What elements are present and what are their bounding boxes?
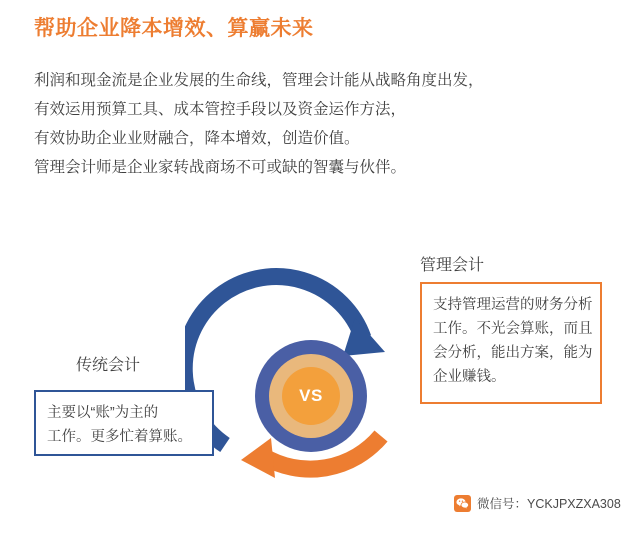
vs-label: VS: [299, 386, 323, 405]
wechat-id-text: 微信号：YCKJPXZXA308: [477, 497, 621, 511]
wechat-icon: [454, 495, 471, 512]
page-title: 帮助企业降本增效、算赢未来: [34, 17, 314, 40]
intro-line-3: 有效协助企业业财融合，降本增效，创造价值。: [34, 130, 360, 147]
right-line-3: 会分析，能出方案，能为: [433, 345, 593, 361]
left-line-1: 主要以“账”为主的: [47, 405, 159, 421]
right-description-box: [420, 282, 602, 404]
intro-text: [34, 66, 594, 182]
left-description-box: [34, 390, 214, 456]
right-heading: 管理会计: [420, 257, 485, 274]
right-line-1: 支持管理运营的财务分析: [433, 297, 593, 313]
left-heading: 传统会计: [76, 357, 141, 374]
vs-badge: [255, 340, 367, 452]
intro-line-4: 管理会计师是企业家转战商场不可或缺的智囊与伙伴。: [34, 159, 407, 176]
intro-line-2: 有效运用预算工具、成本管控手段以及资金运作方法，: [34, 101, 407, 118]
ring-inner: [282, 367, 340, 425]
left-line-2: 工作。更多忙着算账。: [47, 429, 192, 445]
comparison-diagram: [0, 230, 636, 520]
wechat-footer: [454, 494, 621, 512]
intro-line-1: 利润和现金流是企业发展的生命线，管理会计能从战略角度出发，: [34, 72, 484, 89]
right-line-2: 工作。不光会算账，而且: [433, 321, 593, 337]
right-line-4: 企业赚钱。: [433, 369, 506, 385]
